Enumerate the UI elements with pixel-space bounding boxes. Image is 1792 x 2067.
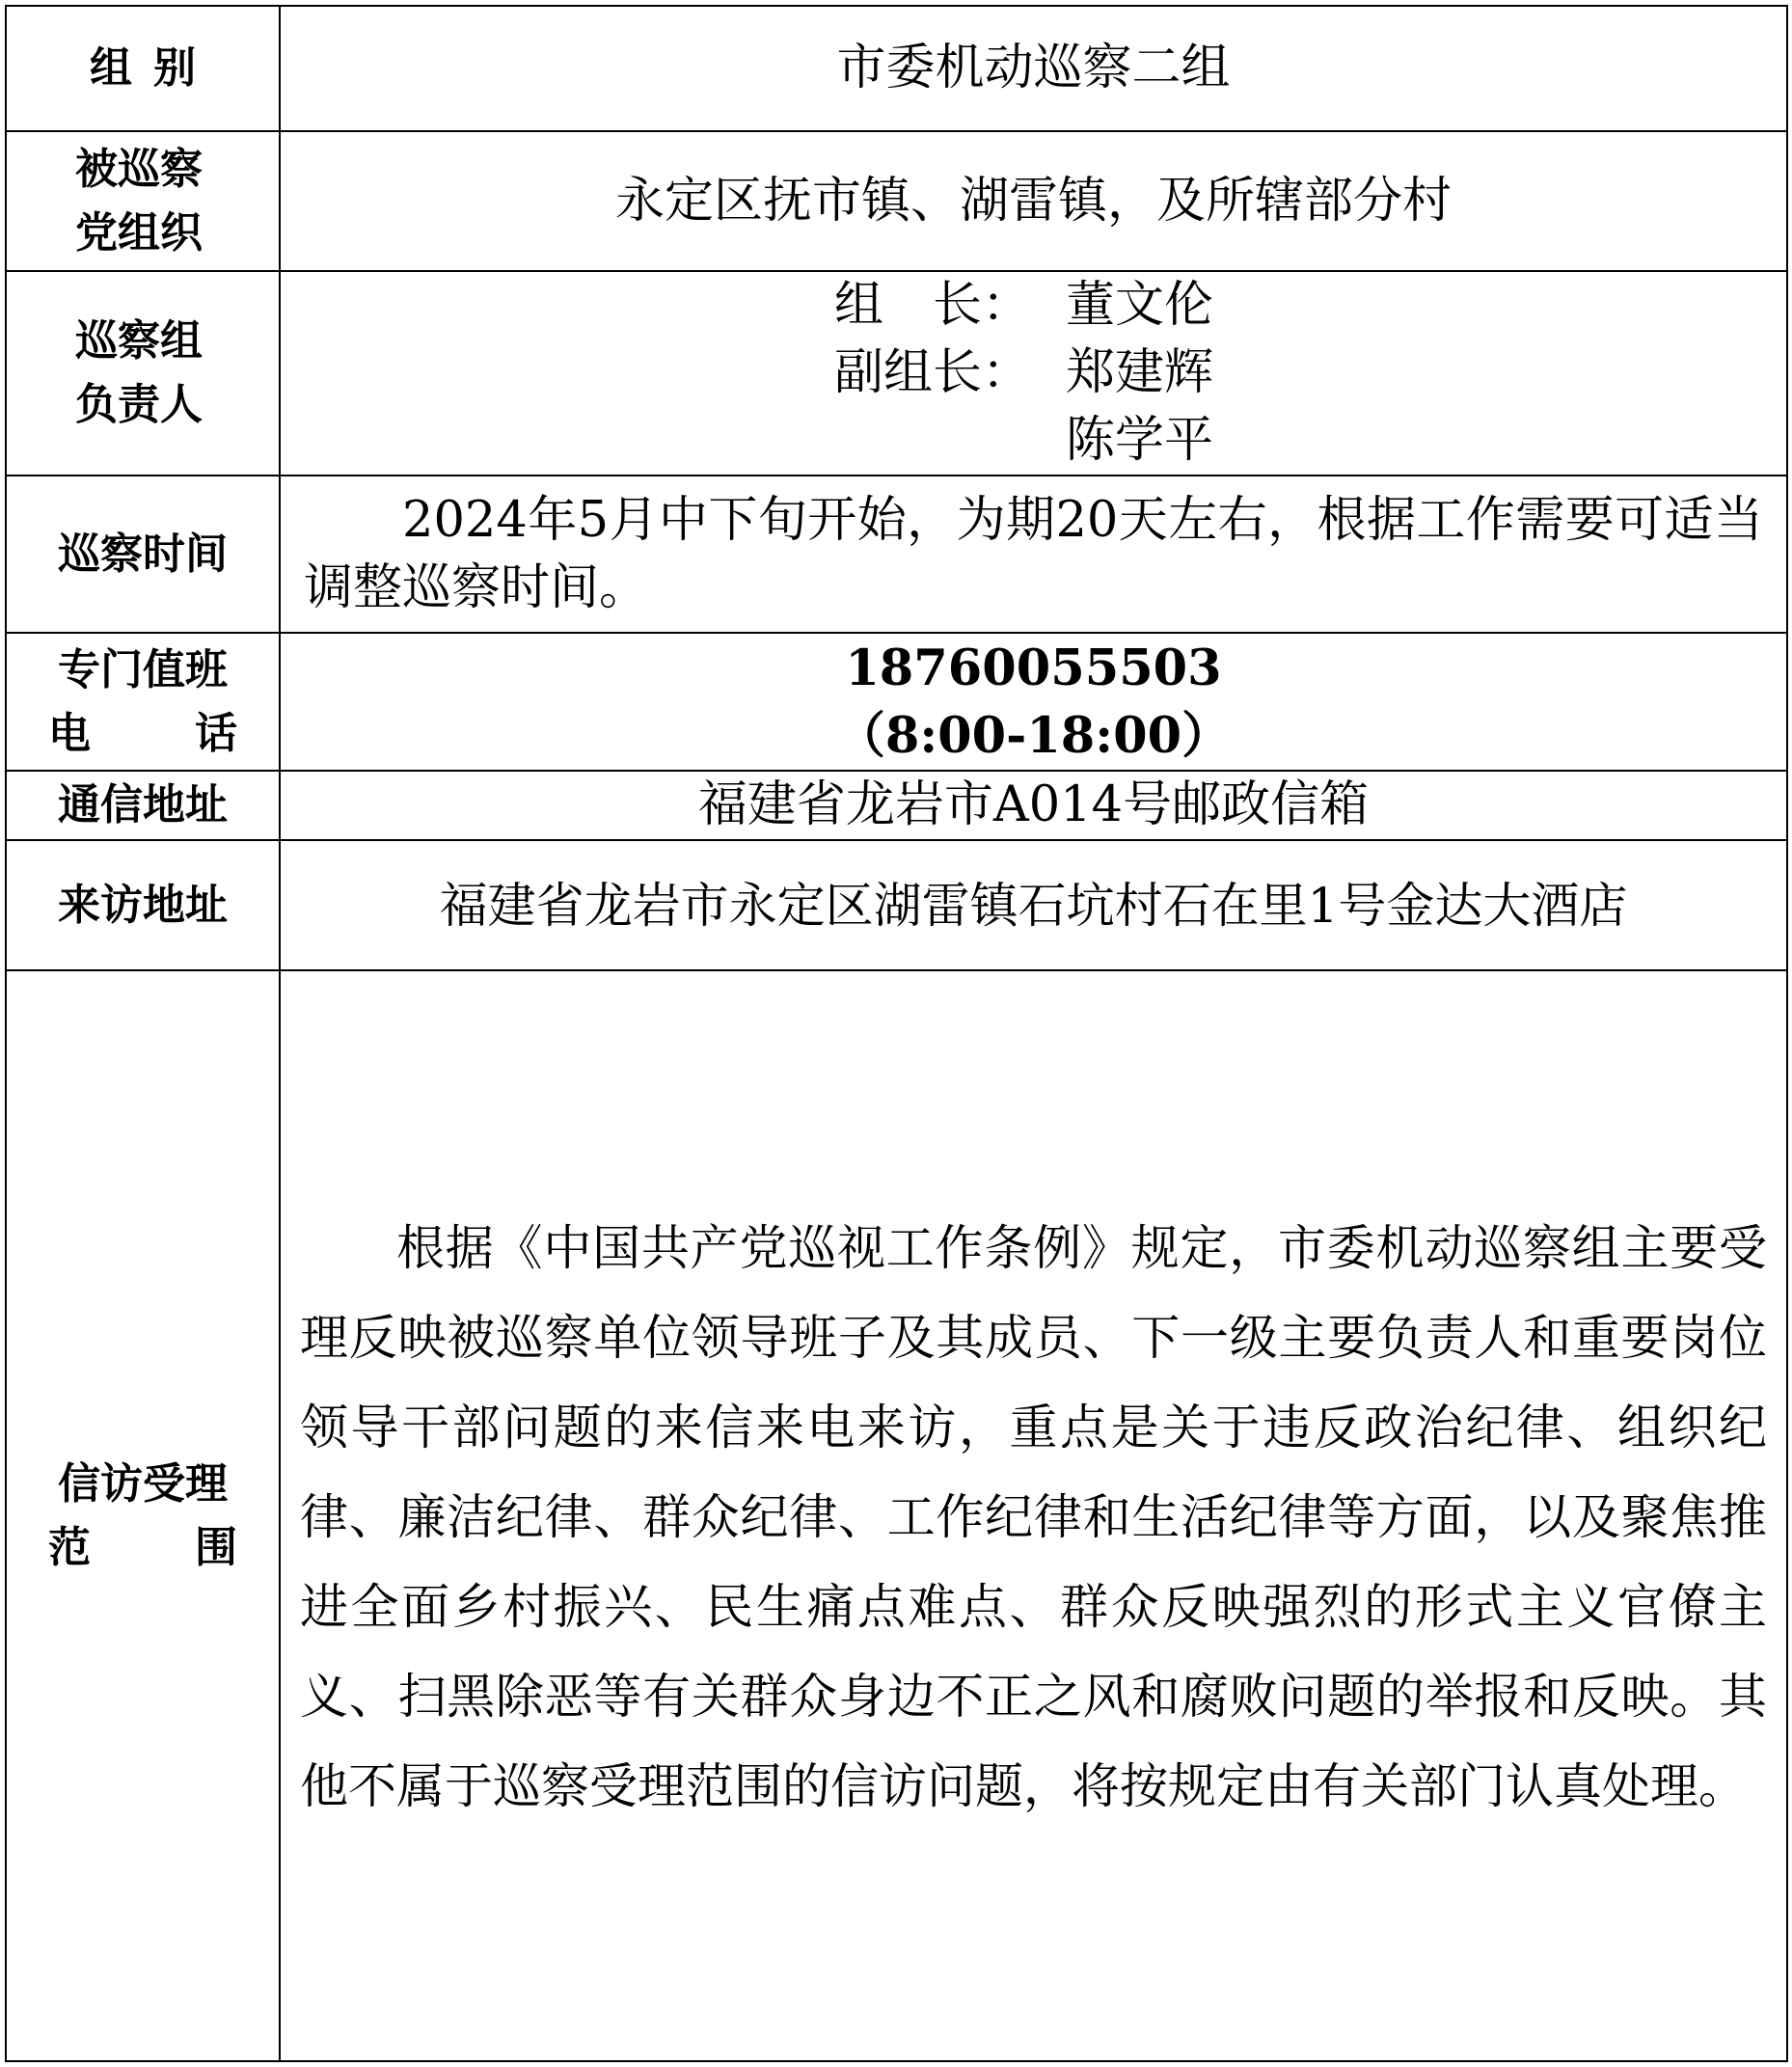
value-time: 2024年5月中下旬开始，为期20天左右，根据工作需要可适当调整巡察时间。 <box>304 491 1763 616</box>
row-hotline <box>6 633 1787 771</box>
label-leaders-line-2: 负责人 <box>75 380 203 429</box>
label-group <box>6 6 280 131</box>
value-visit: 福建省龙岩市永定区湖雷镇石坑村石在里1号金达大酒店 <box>280 840 1787 970</box>
label-group-char-2: 别 <box>153 43 196 93</box>
inspection-info-table <box>5 5 1788 2062</box>
label-mail <box>6 771 280 840</box>
label-scope-char-2: 围 <box>195 1522 237 1572</box>
label-target-line-2: 党组织 <box>75 207 203 258</box>
label-visit-text: 来访地址 <box>58 880 228 930</box>
value-scope: 根据《中国共产党巡视工作条例》规定，市委机动巡察组主要受理反映被巡察单位领导班子及其成员、下一级主要负责人和重要岗位领导干部问题的来信来电来访，重点是关于违反政治纪律、组织纪律、廉洁纪律、群众纪律、工作纪律和生活纪律等方面，以及聚焦推进全面乡村振兴、民生痛点难点、群众反映强烈的形式主义官僚主义、扫黑除恶等有关群众身边不正之风和腐败问题的举报和反映。其他不属于巡察受理范围的信访问题，将按规定由有关部门认真处理。 <box>300 1220 1767 1814</box>
label-leaders-line-1: 巡察组 <box>75 316 203 366</box>
label-hotline <box>6 633 280 771</box>
hotline-hours: （8:00-18:00） <box>835 706 1232 765</box>
deputy-name-2: 陈学平 <box>1065 412 1213 469</box>
label-time <box>6 476 280 633</box>
row-visit <box>6 840 1787 970</box>
hotline-phone: 18760055503 <box>845 639 1222 697</box>
leader-name: 董文伦 <box>1065 277 1213 334</box>
label-hotline-char-1: 电 <box>48 708 91 758</box>
label-target <box>6 131 280 271</box>
row-scope <box>6 970 1787 2061</box>
row-time <box>6 476 1787 633</box>
value-scope-cell <box>280 970 1787 2061</box>
label-scope-line-1: 信访受理 <box>58 1458 228 1509</box>
label-group-char-1: 组 <box>90 43 132 93</box>
label-scope <box>6 970 280 2061</box>
value-target: 永定区抚市镇、湖雷镇，及所辖部分村 <box>280 131 1787 271</box>
value-group: 市委机动巡察二组 <box>280 6 1787 131</box>
label-hotline-line-1: 专门值班 <box>58 644 228 694</box>
label-scope-char-1: 范 <box>48 1522 91 1572</box>
leader-title: 组 长： <box>833 277 1031 334</box>
value-mail: 福建省龙岩市A014号邮政信箱 <box>280 771 1787 840</box>
row-group <box>6 6 1787 131</box>
deputy-title: 副组长： <box>833 344 1031 401</box>
leader-roster <box>271 272 1777 475</box>
value-hotline <box>280 633 1787 771</box>
label-hotline-char-2: 话 <box>195 708 237 758</box>
label-visit <box>6 840 280 970</box>
label-time-text: 巡察时间 <box>58 529 228 579</box>
label-target-line-1: 被巡察 <box>75 144 203 194</box>
row-mail <box>6 771 1787 840</box>
label-leaders <box>6 271 280 476</box>
row-target <box>6 131 1787 271</box>
label-mail-text: 通信地址 <box>58 780 228 830</box>
value-time-cell <box>280 476 1787 633</box>
deputy-title-spacer <box>834 407 1066 475</box>
value-leaders <box>280 271 1787 476</box>
deputy-name-1: 郑建辉 <box>1065 344 1213 401</box>
row-leaders <box>6 271 1787 476</box>
